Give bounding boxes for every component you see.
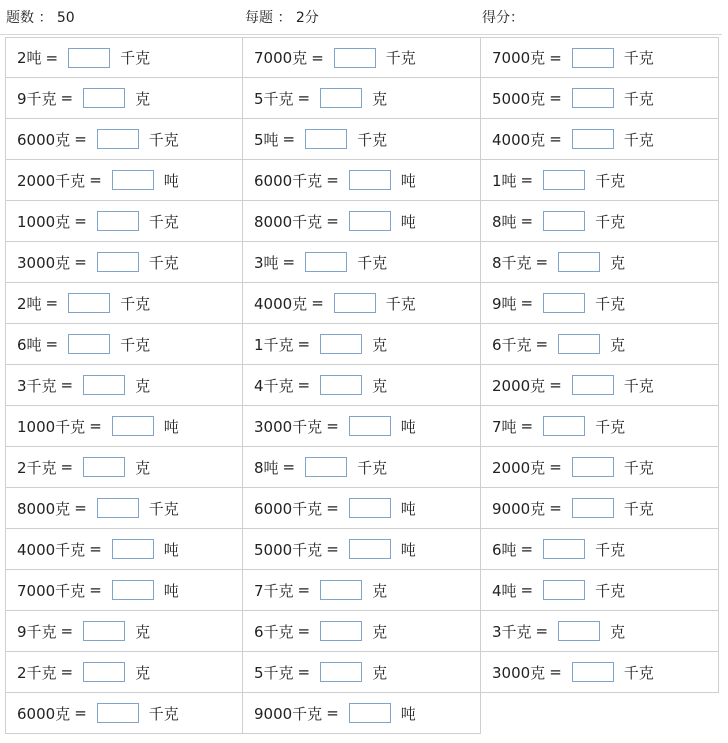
- problem-quantity: 2吨: [17, 49, 42, 67]
- equals-sign: =: [89, 581, 102, 599]
- problem-quantity: 4吨: [492, 581, 517, 600]
- score-label: 得分：: [482, 10, 524, 26]
- answer-input[interactable]: [83, 457, 125, 477]
- problem-quantity: 8吨: [254, 458, 279, 477]
- problem-cell: [481, 160, 719, 201]
- equals-sign: =: [89, 417, 102, 435]
- problem-quantity: 2000克: [492, 458, 546, 477]
- target-unit: 千克: [595, 417, 626, 436]
- answer-input[interactable]: [68, 48, 110, 68]
- problem-quantity: 7000克: [254, 49, 308, 67]
- equals-sign: =: [520, 294, 534, 312]
- target-unit: 克: [372, 335, 388, 354]
- equals-sign: =: [326, 171, 339, 189]
- problem-quantity: 1吨: [492, 171, 517, 190]
- problem-quantity: 3000千克: [254, 417, 323, 436]
- problem-cell: [481, 611, 719, 652]
- equals-sign: =: [282, 458, 296, 476]
- problem-cell: [5, 488, 243, 529]
- problem-cell: [481, 242, 719, 283]
- problem-cell: [243, 447, 481, 488]
- problem-cell: [5, 78, 243, 119]
- problem-quantity: 3吨: [254, 253, 279, 272]
- target-unit: 克: [135, 89, 151, 108]
- answer-input[interactable]: [334, 293, 376, 313]
- equals-sign: =: [549, 663, 562, 681]
- problem-quantity: 9000千克: [254, 704, 323, 723]
- problem-quantity: 6千克: [254, 622, 294, 641]
- problem-cell: [243, 652, 481, 693]
- target-unit: 吨: [400, 417, 416, 436]
- equals-sign: =: [45, 294, 59, 312]
- target-unit: 千克: [595, 171, 626, 190]
- target-unit: 千克: [357, 253, 388, 272]
- problem-quantity: 1000千克: [17, 417, 86, 436]
- answer-input[interactable]: [320, 88, 362, 108]
- equals-sign: =: [60, 663, 74, 681]
- problem-quantity: 6000克: [17, 704, 71, 723]
- problem-cell: [5, 447, 243, 488]
- equals-sign: =: [326, 499, 339, 517]
- target-unit: 吨: [400, 499, 416, 518]
- target-unit: 千克: [623, 376, 654, 395]
- target-unit: 千克: [595, 581, 626, 600]
- equals-sign: =: [297, 89, 311, 107]
- problem-cell: [481, 570, 719, 611]
- answer-input[interactable]: [572, 375, 614, 395]
- problem-quantity: 1千克: [254, 335, 294, 354]
- answer-input[interactable]: [543, 211, 585, 231]
- equals-sign: =: [326, 212, 339, 230]
- equals-sign: =: [297, 663, 311, 681]
- equals-sign: =: [311, 294, 324, 312]
- problem-quantity: 8吨: [492, 212, 517, 231]
- answer-input[interactable]: [320, 621, 362, 641]
- problem-quantity: 3千克: [492, 622, 532, 641]
- target-unit: 千克: [623, 49, 654, 67]
- answer-input[interactable]: [558, 252, 600, 272]
- answer-input[interactable]: [97, 703, 139, 723]
- target-unit: 吨: [400, 704, 416, 723]
- equals-sign: =: [74, 499, 87, 517]
- answer-input[interactable]: [349, 211, 391, 231]
- answer-input[interactable]: [543, 539, 585, 559]
- problem-quantity: 9千克: [17, 89, 57, 108]
- target-unit: 克: [135, 458, 151, 477]
- target-unit: 克: [135, 663, 151, 682]
- answer-input[interactable]: [572, 457, 614, 477]
- problem-cell: [243, 119, 481, 160]
- problem-quantity: 3000克: [17, 253, 71, 272]
- problem-quantity: 5000克: [492, 89, 546, 108]
- target-unit: 千克: [623, 130, 654, 149]
- answer-input[interactable]: [97, 211, 139, 231]
- target-unit: 吨: [400, 540, 416, 559]
- answer-input[interactable]: [572, 48, 614, 68]
- problem-quantity: 2000克: [492, 376, 546, 395]
- problem-cell: [243, 529, 481, 570]
- answer-input[interactable]: [112, 580, 154, 600]
- equals-sign: =: [74, 130, 87, 148]
- target-unit: 千克: [120, 294, 151, 313]
- answer-input[interactable]: [349, 416, 391, 436]
- target-unit: 千克: [148, 253, 179, 272]
- answer-input[interactable]: [572, 129, 614, 149]
- problem-cell: [243, 611, 481, 652]
- answer-input[interactable]: [572, 662, 614, 682]
- equals-sign: =: [60, 89, 74, 107]
- target-unit: 克: [135, 376, 151, 395]
- problem-cell: [481, 406, 719, 447]
- answer-input[interactable]: [305, 129, 347, 149]
- target-unit: 克: [372, 622, 388, 641]
- problem-cell: [5, 119, 243, 160]
- answer-input[interactable]: [83, 621, 125, 641]
- target-unit: 千克: [148, 499, 179, 518]
- problem-cell: [481, 365, 719, 406]
- equals-sign: =: [311, 48, 324, 67]
- problem-cell: [5, 406, 243, 447]
- problem-quantity: 6千克: [492, 335, 532, 354]
- target-unit: 克: [610, 335, 626, 354]
- problem-cell: [5, 283, 243, 324]
- problem-quantity: 8千克: [492, 253, 532, 272]
- problem-cell: [5, 652, 243, 693]
- equals-sign: =: [297, 376, 311, 394]
- problem-quantity: 9吨: [492, 294, 517, 313]
- target-unit: 千克: [148, 130, 179, 149]
- equals-sign: =: [60, 458, 74, 476]
- answer-input[interactable]: [349, 539, 391, 559]
- target-unit: 千克: [595, 212, 626, 231]
- equals-sign: =: [326, 704, 339, 722]
- answer-input[interactable]: [349, 498, 391, 518]
- equals-sign: =: [549, 376, 562, 394]
- problem-quantity: 1000克: [17, 212, 71, 231]
- target-unit: 克: [372, 89, 388, 108]
- problem-quantity: 3千克: [17, 376, 57, 395]
- equals-sign: =: [45, 335, 59, 353]
- equals-sign: =: [60, 622, 74, 640]
- problem-cell: [481, 324, 719, 365]
- answer-input[interactable]: [543, 416, 585, 436]
- target-unit: 克: [610, 253, 626, 272]
- problem-cell: [5, 201, 243, 242]
- equals-sign: =: [535, 335, 549, 353]
- problem-cell: [5, 693, 243, 734]
- answer-input[interactable]: [334, 48, 376, 68]
- problem-cell: [481, 529, 719, 570]
- problem-quantity: 4000千克: [17, 540, 86, 559]
- target-unit: 千克: [148, 212, 179, 231]
- problem-quantity: 4000克: [492, 130, 546, 149]
- answer-input[interactable]: [320, 580, 362, 600]
- target-unit: 克: [372, 376, 388, 395]
- target-unit: 克: [610, 622, 626, 641]
- target-unit: 千克: [623, 663, 654, 682]
- problem-cell: [5, 242, 243, 283]
- target-unit: 吨: [163, 581, 179, 600]
- answer-input[interactable]: [112, 170, 154, 190]
- target-unit: 千克: [357, 458, 388, 477]
- equals-sign: =: [535, 622, 549, 640]
- problem-quantity: 7000克: [492, 49, 546, 67]
- problem-quantity: 2千克: [17, 663, 57, 682]
- problem-quantity: 5吨: [254, 130, 279, 149]
- problem-quantity: 4千克: [254, 376, 294, 395]
- answer-input[interactable]: [543, 580, 585, 600]
- target-unit: 千克: [385, 49, 416, 67]
- answer-input[interactable]: [558, 334, 600, 354]
- answer-input[interactable]: [543, 293, 585, 313]
- problem-cell: [5, 611, 243, 652]
- answer-input[interactable]: [83, 375, 125, 395]
- answer-input[interactable]: [349, 170, 391, 190]
- problem-cell: [5, 529, 243, 570]
- problem-cell: [243, 160, 481, 201]
- target-unit: 克: [135, 622, 151, 641]
- target-unit: 千克: [623, 89, 654, 108]
- answer-input[interactable]: [572, 88, 614, 108]
- answer-input[interactable]: [112, 416, 154, 436]
- problem-cell: [481, 201, 719, 242]
- equals-sign: =: [549, 130, 562, 148]
- problem-quantity: 9千克: [17, 622, 57, 641]
- target-unit: 吨: [163, 540, 179, 559]
- problem-quantity: 7000千克: [17, 581, 86, 600]
- equals-sign: =: [282, 130, 296, 148]
- worksheet-header: [0, 0, 728, 36]
- target-unit: 吨: [163, 171, 179, 190]
- problem-cell: [481, 78, 719, 119]
- problem-quantity: 6吨: [492, 540, 517, 559]
- question-count: 题数 ： 50: [6, 10, 75, 26]
- equals-sign: =: [89, 171, 102, 189]
- answer-input[interactable]: [97, 498, 139, 518]
- problem-quantity: 5000千克: [254, 540, 323, 559]
- answer-input[interactable]: [305, 252, 347, 272]
- equals-sign: =: [297, 335, 311, 353]
- problem-quantity: 3000克: [492, 663, 546, 682]
- problem-cell: [5, 160, 243, 201]
- problem-quantity: 6000千克: [254, 171, 323, 190]
- target-unit: 千克: [595, 540, 626, 559]
- answer-input[interactable]: [349, 703, 391, 723]
- problem-quantity: 8000千克: [254, 212, 323, 231]
- answer-input[interactable]: [558, 621, 600, 641]
- problem-quantity: 9000克: [492, 499, 546, 518]
- problem-quantity: 6000千克: [254, 499, 323, 518]
- problem-cell: [243, 406, 481, 447]
- target-unit: 千克: [623, 499, 654, 518]
- target-unit: 克: [372, 663, 388, 682]
- equals-sign: =: [326, 540, 339, 558]
- answer-input[interactable]: [83, 662, 125, 682]
- target-unit: 吨: [163, 417, 179, 436]
- target-unit: 千克: [595, 294, 626, 313]
- equals-sign: =: [60, 376, 74, 394]
- problem-cell: [481, 37, 719, 78]
- equals-sign: =: [74, 253, 87, 271]
- target-unit: 千克: [120, 49, 151, 67]
- problem-cell: [5, 570, 243, 611]
- target-unit: 吨: [400, 171, 416, 190]
- equals-sign: =: [326, 417, 339, 435]
- problem-quantity: 5千克: [254, 89, 294, 108]
- target-unit: 吨: [400, 212, 416, 231]
- equals-sign: =: [549, 48, 562, 67]
- equals-sign: =: [520, 212, 534, 230]
- problem-quantity: 7吨: [492, 417, 517, 436]
- problem-quantity: 6000克: [17, 130, 71, 149]
- problem-cell: [243, 693, 481, 734]
- problem-quantity: 2吨: [17, 294, 42, 313]
- equals-sign: =: [549, 458, 562, 476]
- problem-cell: [243, 242, 481, 283]
- answer-input[interactable]: [112, 539, 154, 559]
- problem-cell: [481, 283, 719, 324]
- answer-input[interactable]: [97, 129, 139, 149]
- points-per-question: 每题 ： 2分: [245, 10, 319, 26]
- answer-input[interactable]: [68, 334, 110, 354]
- problem-grid: [5, 37, 719, 734]
- target-unit: 千克: [148, 704, 179, 723]
- problem-cell: [243, 201, 481, 242]
- problem-quantity: 2000千克: [17, 171, 86, 190]
- problem-cell: [481, 447, 719, 488]
- problem-cell: [243, 283, 481, 324]
- problem-cell: [5, 324, 243, 365]
- equals-sign: =: [297, 622, 311, 640]
- answer-input[interactable]: [543, 170, 585, 190]
- answer-input[interactable]: [320, 334, 362, 354]
- answer-input[interactable]: [97, 252, 139, 272]
- problem-quantity: 5千克: [254, 663, 294, 682]
- target-unit: 千克: [385, 294, 416, 313]
- answer-input[interactable]: [68, 293, 110, 313]
- problem-cell: [243, 365, 481, 406]
- problem-cell: [243, 324, 481, 365]
- target-unit: 克: [372, 581, 388, 600]
- answer-input[interactable]: [83, 88, 125, 108]
- header-divider: [0, 34, 722, 35]
- equals-sign: =: [549, 499, 562, 517]
- equals-sign: =: [549, 89, 562, 107]
- equals-sign: =: [535, 253, 549, 271]
- problem-cell: [481, 652, 719, 693]
- equals-sign: =: [89, 540, 102, 558]
- target-unit: 千克: [623, 458, 654, 477]
- equals-sign: =: [74, 212, 87, 230]
- problem-quantity: 2千克: [17, 458, 57, 477]
- equals-sign: =: [520, 171, 534, 189]
- problem-quantity: 4000克: [254, 294, 308, 313]
- problem-cell: [481, 119, 719, 160]
- target-unit: 千克: [120, 335, 151, 354]
- problem-cell: [5, 37, 243, 78]
- equals-sign: =: [45, 48, 59, 67]
- answer-input[interactable]: [572, 498, 614, 518]
- answer-input[interactable]: [305, 457, 347, 477]
- problem-cell: [243, 488, 481, 529]
- problem-cell: [243, 37, 481, 78]
- problem-quantity: 7千克: [254, 581, 294, 600]
- problem-cell: [243, 78, 481, 119]
- problem-cell: [243, 570, 481, 611]
- target-unit: 千克: [357, 130, 388, 149]
- answer-input[interactable]: [320, 662, 362, 682]
- equals-sign: =: [297, 581, 311, 599]
- equals-sign: =: [520, 581, 534, 599]
- equals-sign: =: [282, 253, 296, 271]
- equals-sign: =: [520, 540, 534, 558]
- problem-quantity: 6吨: [17, 335, 42, 354]
- equals-sign: =: [74, 704, 87, 722]
- answer-input[interactable]: [320, 375, 362, 395]
- problem-cell: [481, 488, 719, 529]
- equals-sign: =: [520, 417, 534, 435]
- problem-cell: [5, 365, 243, 406]
- problem-quantity: 8000克: [17, 499, 71, 518]
